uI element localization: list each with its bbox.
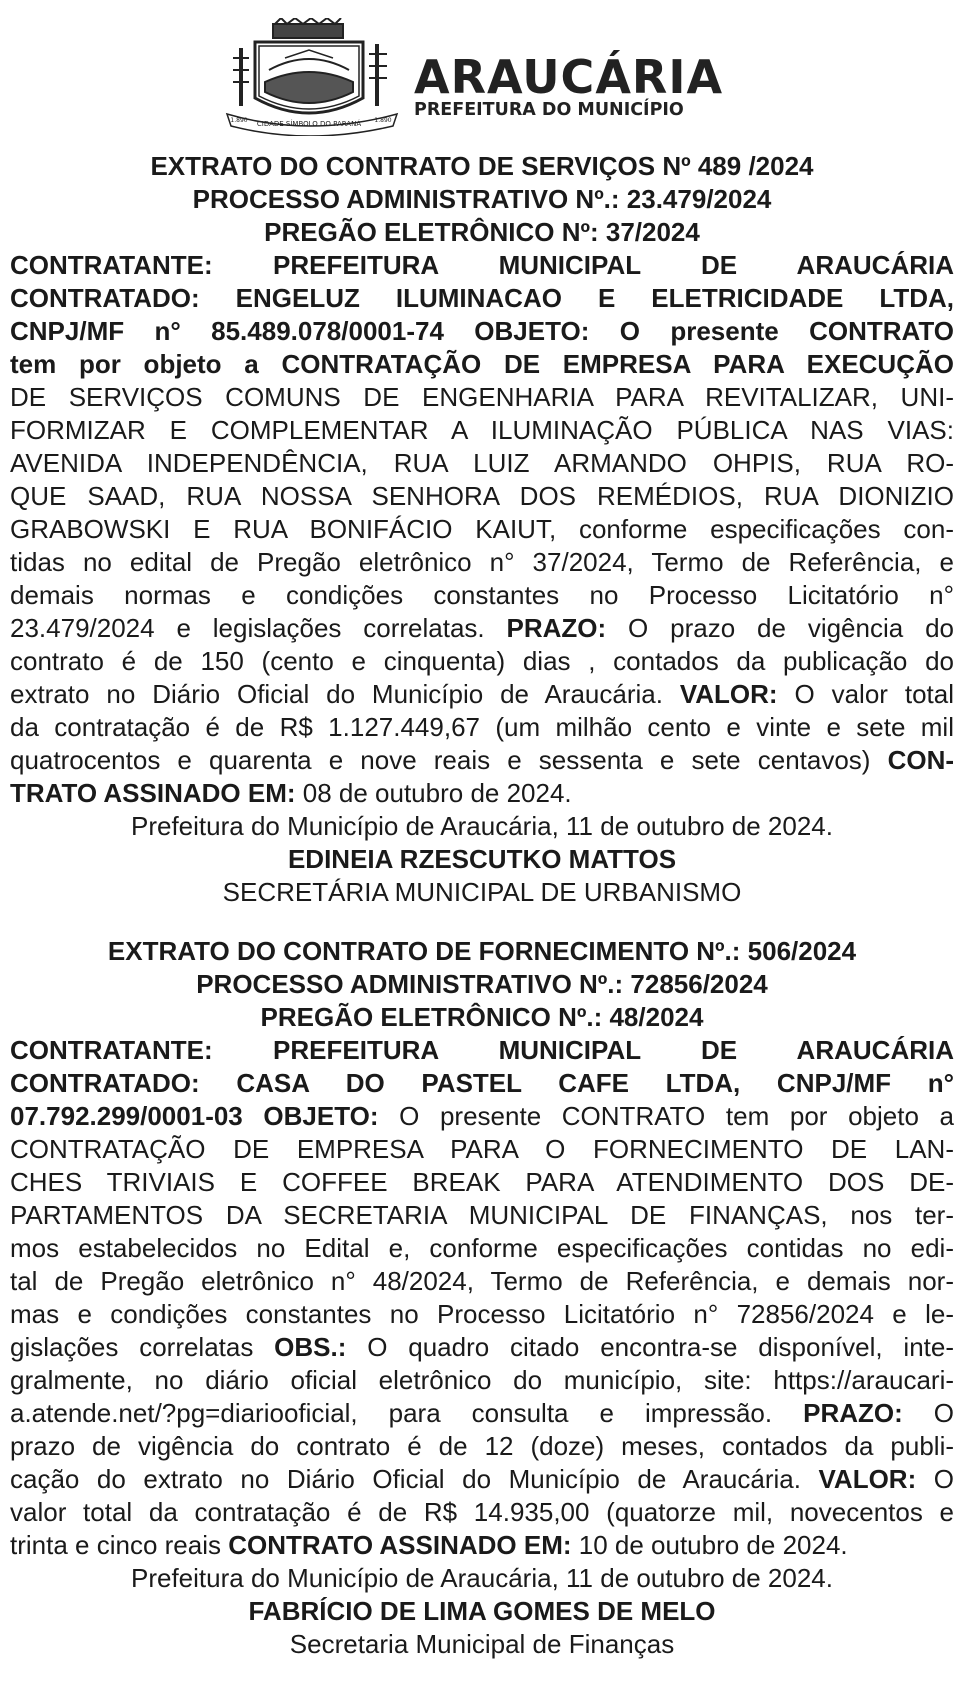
body-line bbox=[10, 513, 954, 546]
text-run: O quadro citado encontra-se disponível, inte- bbox=[346, 1332, 954, 1362]
text-run: trinta e cinco reais bbox=[10, 1530, 229, 1560]
text-run: DE SERVIÇOS COMUNS DE ENGENHARIA PARA REVITALIZAR, UNI- bbox=[10, 382, 954, 412]
body-line bbox=[10, 1430, 954, 1463]
body-line bbox=[10, 1034, 954, 1067]
body-line bbox=[10, 1100, 954, 1133]
text-run: extrato no Diário Oficial do Município de Araucária. bbox=[10, 679, 680, 709]
extract-1 bbox=[10, 150, 954, 909]
text-run: O bbox=[902, 1398, 954, 1428]
body-line bbox=[10, 612, 954, 645]
bold-text-run: VALOR: bbox=[818, 1464, 917, 1494]
body-line bbox=[10, 1331, 954, 1364]
body-line bbox=[10, 315, 954, 348]
extract-2 bbox=[10, 935, 954, 1661]
body-line bbox=[10, 348, 954, 381]
place-date: Prefeitura do Município de Araucária, 11 de outubro de 2024. bbox=[131, 811, 833, 841]
bold-text-run: CONTRATANTE: PREFEITURA MUNICIPAL DE ARAUCÁRIA bbox=[10, 250, 954, 280]
bold-text-run: tem por objeto a CONTRATAÇÃO DE EMPRESA PARA EXECUÇÃO bbox=[10, 349, 954, 379]
body-line bbox=[10, 1397, 954, 1430]
text-run: tidas no edital de Pregão eletrônico n° 37/2024, Termo de Referência, e bbox=[10, 547, 954, 577]
bold-text-run: CONTRATADO: CASA DO PASTEL CAFE LTDA, CNPJ/MF n° bbox=[10, 1068, 954, 1098]
text-run: mos estabelecidos no Edital e, conforme especificações contidas no edi- bbox=[10, 1233, 954, 1263]
extract-body bbox=[10, 249, 954, 810]
signer-name: FABRÍCIO DE LIMA GOMES DE MELO bbox=[248, 1596, 716, 1626]
text-run: PARTAMENTOS DA SECRETARIA MUNICIPAL DE FINANÇAS, nos ter- bbox=[10, 1200, 954, 1230]
body-line bbox=[10, 744, 954, 777]
body-line bbox=[10, 1529, 954, 1562]
signer-role: Secretaria Municipal de Finanças bbox=[289, 1629, 675, 1659]
bold-text-run: VALOR: bbox=[679, 679, 778, 709]
body-line bbox=[10, 777, 954, 810]
text-run: demais normas e condições constantes no Processo Licitatório n° bbox=[10, 580, 954, 610]
bold-text-run: CONTRATO ASSINADO EM: bbox=[228, 1530, 572, 1560]
text-run: CONTRATAÇÃO DE EMPRESA PARA O FORNECIMENTO DE LAN- bbox=[10, 1134, 954, 1164]
body-line bbox=[10, 381, 954, 414]
text-run: O prazo de vigência do bbox=[606, 613, 954, 643]
auction-number: PREGÃO ELETRÔNICO Nº: 37/2024 bbox=[264, 217, 700, 247]
signer-role: SECRETÁRIA MUNICIPAL DE URBANISMO bbox=[222, 877, 742, 907]
place-date: Prefeitura do Município de Araucária, 11 de outubro de 2024. bbox=[131, 1563, 833, 1593]
header bbox=[10, 0, 954, 150]
body-line bbox=[10, 1496, 954, 1529]
document-page bbox=[10, 0, 954, 1661]
bold-text-run: CON- bbox=[887, 745, 954, 775]
body-line bbox=[10, 711, 954, 744]
bold-text-run: CNPJ/MF n° 85.489.078/0001-74 OBJETO: O presente CONTRATO bbox=[10, 316, 954, 346]
extract-title: EXTRATO DO CONTRATO DE SERVIÇOS Nº 489 /2024 bbox=[150, 151, 814, 181]
brand-name: ARAUCÁRIA bbox=[414, 50, 724, 104]
extract-body bbox=[10, 1034, 954, 1562]
text-run: 08 de outubro de 2024. bbox=[295, 778, 572, 808]
text-run: valor total da contratação é de R$ 14.935,00 (quatorze mil, novecentos e bbox=[10, 1497, 954, 1527]
body-line bbox=[10, 249, 954, 282]
process-number: PROCESSO ADMINISTRATIVO Nº.: 23.479/2024 bbox=[192, 184, 772, 214]
body-line bbox=[10, 1463, 954, 1496]
brand-subtitle: PREFEITURA DO MUNICÍPIO bbox=[414, 100, 684, 120]
text-run: a.atende.net/?pg=diariooficial, para consulta e impressão. bbox=[10, 1398, 804, 1428]
process-number: PROCESSO ADMINISTRATIVO Nº.: 72856/2024 bbox=[196, 969, 768, 999]
section-divider-space bbox=[10, 909, 954, 935]
crest-year-left: 1.890 bbox=[230, 117, 248, 124]
body-line bbox=[10, 1133, 954, 1166]
body-line bbox=[10, 1166, 954, 1199]
text-run: contrato é de 150 (cento e cinquenta) dias , contados da publicação do bbox=[10, 646, 954, 676]
extract-title: EXTRATO DO CONTRATO DE FORNECIMENTO Nº.: 506/2024 bbox=[107, 936, 857, 966]
text-run: 10 de outubro de 2024. bbox=[571, 1530, 848, 1560]
text-run: QUE SAAD, RUA NOSSA SENHORA DOS REMÉDIOS, RUA DIONIZIO bbox=[10, 481, 954, 511]
body-line bbox=[10, 1265, 954, 1298]
body-line bbox=[10, 678, 954, 711]
text-run: tal de Pregão eletrônico n° 48/2024, Termo de Referência, e demais nor- bbox=[10, 1266, 954, 1296]
text-run: cação do extrato no Diário Oficial do Município de Araucária. bbox=[10, 1464, 819, 1494]
auction-number: PREGÃO ELETRÔNICO Nº.: 48/2024 bbox=[260, 1002, 704, 1032]
signer-name: EDINEIA RZESCUTKO MATTOS bbox=[287, 844, 677, 874]
body-line bbox=[10, 645, 954, 678]
body-line bbox=[10, 1364, 954, 1397]
text-run: gislações correlatas bbox=[10, 1332, 275, 1362]
body-line bbox=[10, 1199, 954, 1232]
bold-text-run: 07.792.299/0001-03 OBJETO: bbox=[10, 1101, 379, 1131]
crest-ribbon-text: CIDADE SÍMBOLO DO PARANÁ bbox=[256, 120, 362, 128]
text-run: da contratação é de R$ 1.127.449,67 (um milhão cento e vinte e sete mil bbox=[10, 712, 954, 742]
body-line bbox=[10, 1232, 954, 1265]
bold-text-run: CONTRATADO: ENGELUZ ILUMINACAO E ELETRICIDADE LTDA, bbox=[10, 283, 954, 313]
body-line bbox=[10, 579, 954, 612]
text-run: 23.479/2024 e legislações correlatas. bbox=[10, 613, 507, 643]
text-run: mas e condições constantes no Processo Licitatório n° 72856/2024 e le- bbox=[10, 1299, 954, 1329]
text-run: O presente CONTRATO tem por objeto a bbox=[378, 1101, 954, 1131]
bold-text-run: OBS.: bbox=[274, 1332, 347, 1362]
body-line bbox=[10, 282, 954, 315]
body-line bbox=[10, 447, 954, 480]
bold-text-run: TRATO ASSINADO EM: bbox=[10, 778, 296, 808]
body-line bbox=[10, 546, 954, 579]
bold-text-run: PRAZO: bbox=[803, 1398, 903, 1428]
body-line bbox=[10, 1067, 954, 1100]
text-run: O valor total bbox=[777, 679, 954, 709]
brand-block bbox=[414, 50, 724, 120]
text-run: FORMIZAR E COMPLEMENTAR A ILUMINAÇÃO PÚBLICA NAS VIAS: bbox=[10, 415, 954, 445]
municipal-crest-logo bbox=[225, 18, 400, 136]
body-line bbox=[10, 480, 954, 513]
text-run: gralmente, no diário oficial eletrônico do município, site: https://araucari- bbox=[10, 1365, 954, 1395]
bold-text-run: PRAZO: bbox=[506, 613, 607, 643]
text-run: quatrocentos e quarenta e nove reais e sessenta e sete centavos) bbox=[10, 745, 888, 775]
body-line bbox=[10, 1298, 954, 1331]
text-run: AVENIDA INDEPENDÊNCIA, RUA LUIZ ARMANDO OHPIS, RUA RO- bbox=[10, 448, 954, 478]
body-line bbox=[10, 414, 954, 447]
text-run: prazo de vigência do contrato é de 12 (doze) meses, contados da publi- bbox=[10, 1431, 954, 1461]
bold-text-run: CONTRATANTE: PREFEITURA MUNICIPAL DE ARAUCÁRIA bbox=[10, 1035, 954, 1065]
text-run: CHES TRIVIAIS E COFFEE BREAK PARA ATENDIMENTO DOS DE- bbox=[10, 1167, 954, 1197]
crest-year-right: 1.890 bbox=[374, 117, 392, 124]
text-run: O bbox=[916, 1464, 955, 1494]
text-run: GRABOWSKI E RUA BONIFÁCIO KAIUT, conforme especificações con- bbox=[10, 514, 954, 544]
